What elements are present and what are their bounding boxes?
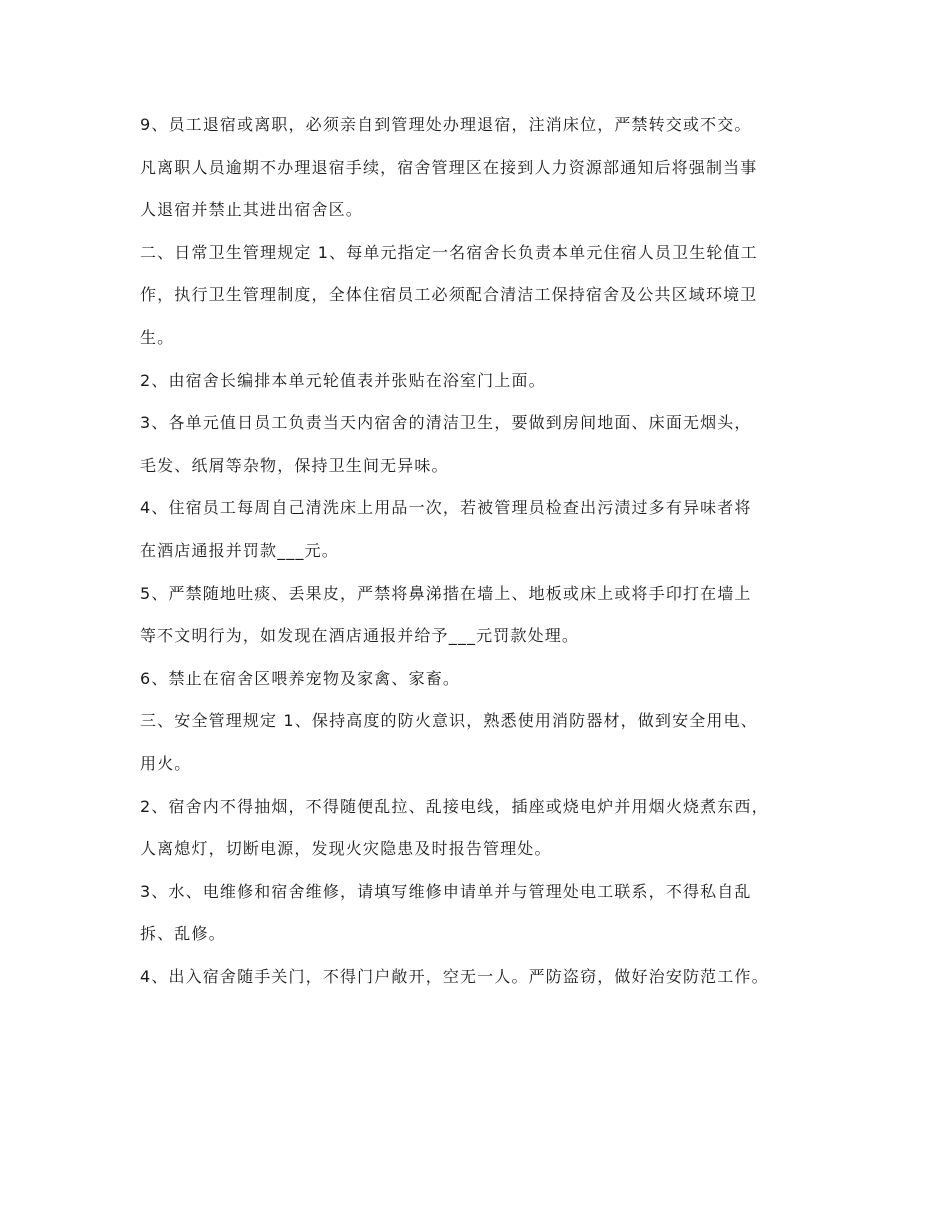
text-line: 毛发、纸屑等杂物，保持卫生间无异味。 [140,455,449,475]
text-line: 2、由宿舍长编排本单元轮值表并张贴在浴室门上面。 [140,370,546,390]
document-body [140,104,820,998]
text-line: 生。 [140,327,175,347]
text-line: 3、水、电维修和宿舍维修，请填写维修申请单并与管理处电工联系，不得私自乱 [140,881,752,901]
text-line: 2、宿舍内不得抽烟，不得随便乱拉、乱接电线，插座或烧电炉并用烟火烧煮东西， [140,796,769,816]
text-line: 在酒店通报并罚款___元。 [140,540,339,560]
text-line: 人退宿并禁止其进出宿舍区。 [140,200,363,220]
text-line: 3、各单元值日员工负责当天内宿舍的清洁卫生，要做到房间地面、床面无烟头， [140,413,752,433]
text-line: 4、出入宿舍随手关门，不得门户敞开，空无一人。严防盗窃，做好治安防范工作。 [140,966,769,986]
text-line: 等不文明行为，如发现在酒店通报并给予___元罚款处理。 [140,626,580,646]
text-line: 4、住宿员工每周自己清洗床上用品一次，若被管理员检查出污渍过多有异味者将 [140,498,752,518]
text-line: 人离熄灯，切断电源，发现火灾隐患及时报告管理处。 [140,839,552,859]
text-line: 用火。 [140,753,192,773]
text-line: 凡离职人员逾期不办理退宿手续，宿舍管理区在接到人力资源部通知后将强制当事 [140,157,758,177]
text-line: 5、严禁随地吐痰、丢果皮，严禁将鼻涕揩在墙上、地板或床上或将手印打在墙上 [140,583,752,603]
text-line: 作，执行卫生管理制度，全体住宿员工必须配合清洁工保持宿舍及公共区域环境卫 [140,285,758,305]
text-line: 9、员工退宿或离职，必须亲自到管理处办理退宿，注消床位，严禁转交或不交。 [140,115,752,134]
text-line: 三、安全管理规定 1、保持高度的防火意识，熟悉使用消防器材，做到安全用电、 [140,711,758,731]
text-line: 拆、乱修。 [140,924,226,944]
text-line: 二、日常卫生管理规定 1、每单元指定一名宿舍长负责本单元住宿人员卫生轮值工 [140,242,758,262]
text-line: 6、禁止在宿舍区喂养宠物及家禽、家畜。 [140,668,461,688]
